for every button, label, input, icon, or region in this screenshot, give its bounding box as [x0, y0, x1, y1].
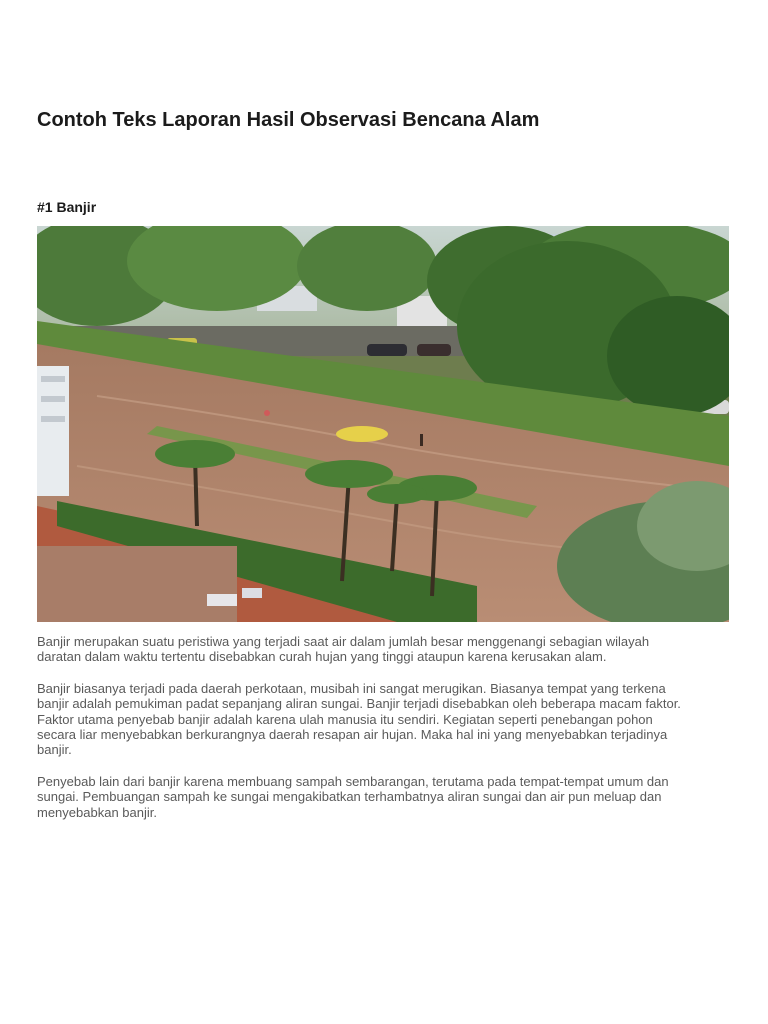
paragraph: Banjir merupakan suatu peristiwa yang terjadi saat air dalam jumlah besar menggenangi sebagian wilayah daratan dalam waktu tertentu disebabkan curah hujan yang tinggi ataupun karena kerusakan alam.: [37, 634, 650, 665]
article-body: [37, 634, 687, 836]
flood-photo: [37, 226, 729, 622]
section-heading: #1 Banjir: [37, 199, 97, 215]
paragraph: Banjir biasanya terjadi pada daerah perkotaan, musibah ini sangat merugikan. Biasanya tempat yang terkena banjir adalah pemukiman padat sepanjang aliran sungai. Banjir terjadi disebabkan oleh beberapa macam faktor. Faktor utama penyebab banjir adalah karena ulah manusia itu sendiri. Kegiatan seperti penebangan pohon secara liar menyebabkan berkurangnya daerah resapan air hujan. Maka hal ini yang menyebabkan terjadinya banjir.: [37, 680, 681, 758]
paragraph: Penyebab lain dari banjir karena membuang sampah sembarangan, terutama pada tempat-tempat umum dan sungai. Pembuangan sampah ke sungai mengakibatkan terhambatnya aliran sungai dan air pun meluap dan menyebabkan banjir.: [37, 773, 669, 820]
document-title: Contoh Teks Laporan Hasil Observasi Bencana Alam: [37, 109, 540, 131]
